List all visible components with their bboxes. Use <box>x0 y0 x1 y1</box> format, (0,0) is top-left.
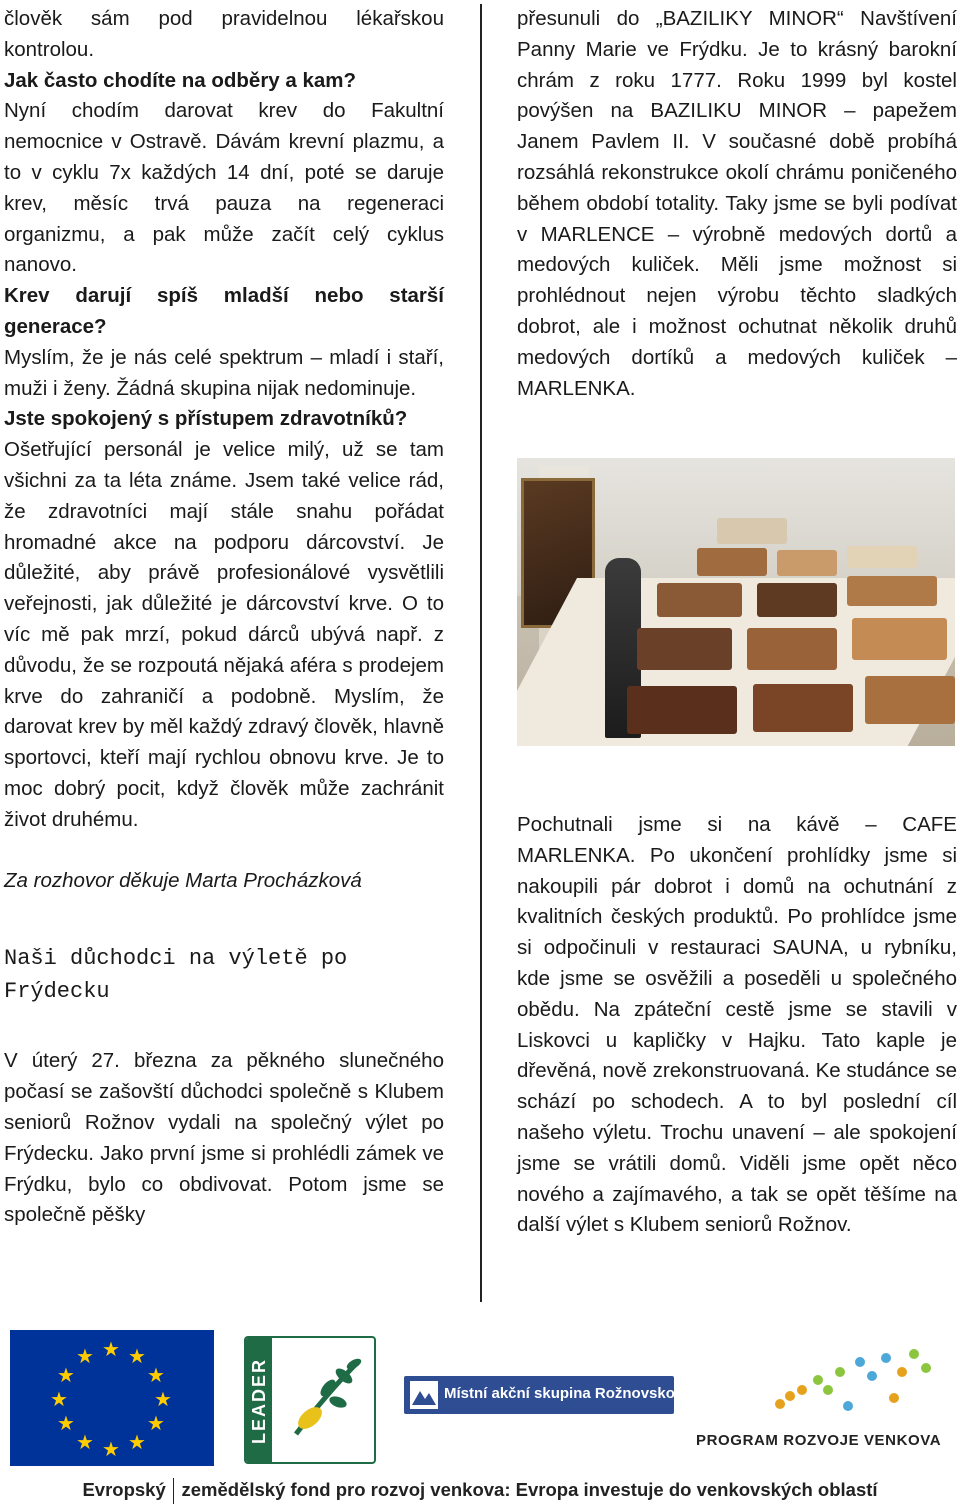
mas-logo-text: Místní akční skupina Rožnovsko <box>444 1385 675 1402</box>
program-rozvoje-venkova-logo <box>690 1332 946 1462</box>
footer-text-part1: Evropský <box>82 1478 166 1500</box>
cake-tray <box>753 684 853 732</box>
cake-tray <box>717 518 787 544</box>
left-column <box>4 0 444 1231</box>
cake-tray <box>847 546 917 568</box>
cake-tray <box>757 583 837 617</box>
footer-text-part2: zemědělský fond pro rozvoj venkova: Evropa investuje do venkovských oblastí <box>181 1478 878 1500</box>
leader-logo-text: LEADER <box>249 1357 269 1444</box>
honey-cakes-photo <box>517 458 955 746</box>
sprouts-icon <box>690 1332 946 1432</box>
question-satisfaction: Jste spokojený s přístupem zdravotníků? <box>4 407 408 431</box>
leaf-icon <box>288 1352 368 1442</box>
cake-tray <box>747 628 837 670</box>
cake-tray <box>847 576 937 606</box>
prv-logo-text: PROGRAM ROZVOJE VENKOVA <box>696 1432 942 1449</box>
question-generation: Krev darují spíš mladší nebo starší generace? <box>4 284 444 338</box>
mountain-icon <box>410 1381 438 1409</box>
basilica-paragraph: přesunuli do „BAZILIKY MINOR“ Navštívení Panny Marie ve Frýdku. Je to krásný barokní chrám z roku 1777. Roku 1999 byl kostel povýšen na BAZILIKU MINOR – papežem Janem Pavlem II. V současné době probíhá rozsáhlá rekonstrukce okolí chrámu poničeného během období totality. Taky jsme se byli podívat v MARLENCE – výrobně medových dortů a medových kuliček. Měli jsme možnost si prohlédnout nejen výrobu těchto sladkých dobrot, ale i možnost ochutnat několik druhů medových dortíků a medových kuliček – MARLENKA. <box>517 7 957 400</box>
eu-flag-icon: ★ ★ ★ ★ ★ ★ ★ ★ ★ ★ ★ ★ <box>10 1330 214 1466</box>
right-column-lower <box>517 810 957 1241</box>
cafe-paragraph: Pochutnali jsme si na kávě – CAFE MARLENKA. Po ukončení prohlídky jsme si nakoupili pár dobrot i domů na ochutnání z kvalitních českých produktů. Po prohlídce jsme si odpočinuli v restauraci SAUNA, u rybníku, kde jsme se osvěžili a poseděli u společného obědu. Na zpáteční cestě jsme se stavili v Liskovci u kapličky v Hajku. Tato kaple je dřevěná, nově zrekonstruovaná. Ke studánce se schází po schodech. A to byl poslední cíl našeho výletu. Trochu unavení – ale spokojení jsme se vrátili domů. Viděli jsme opět něco nového a zajímavého, a tak se opět těšíme na další výlet s Klubem seniorů Rožnov. <box>517 813 957 1237</box>
cake-tray <box>852 618 947 660</box>
footer-text <box>0 1478 960 1504</box>
footer-separator <box>173 1478 175 1504</box>
column-divider <box>480 4 482 1302</box>
cake-tray <box>865 676 955 724</box>
mas-rožnovsko-logo <box>404 1376 674 1414</box>
intro-paragraph: člověk sám pod pravidelnou lékařskou kontrolou. <box>4 7 444 61</box>
footer <box>0 1478 960 1504</box>
article-heading: Naši důchodci na výletě po Frýdecku <box>4 946 348 1005</box>
cake-tray <box>697 548 767 576</box>
sponsor-logos <box>0 1326 960 1476</box>
answer-how-often: Nyní chodím darovat krev do Fakultní nemocnice v Ostravě. Dávám krevní plazmu, a to v cyklu 7x každých 14 dní, poté se daruje krev, měsíc trvá pauza na regeneraci organizmu, a pak může začít celý cyklus nanovo. <box>4 99 444 277</box>
cake-tray <box>657 583 742 617</box>
leader-logo <box>244 1336 376 1464</box>
trip-paragraph: V úterý 27. března za pěkného slunečného počasí se zašovští důchodci společně s Klubem seniorů Rožnov vydali na společný výlet po Frýdecku. Jako první jsme si prohlédli zámek ve Frýdku, bylo co obdivovat. Potom jsme se společně pěšky <box>4 1049 444 1227</box>
cake-tray <box>777 550 837 576</box>
question-how-often: Jak často chodíte na odběry a kam? <box>4 68 357 92</box>
cake-tray <box>627 686 737 734</box>
cake-tray <box>637 628 732 670</box>
interview-credit: Za rozhovor děkuje Marta Procházková <box>4 868 362 892</box>
answer-generation: Myslím, že je nás celé spektrum – mladí i staří, muži i ženy. Žádná skupina nijak nedominuje. <box>4 345 444 400</box>
answer-satisfaction: Ošetřující personál je velice milý, už se tam všichni za ta léta známe. Jsem také velice rád, že zdravotníci mají stále snahu pořádat hromadné akce na podporu dárcovství. Je důležité, aby právě profesionálové vysvětlili veřejnosti, jak důležité je dárcovství krve. O to víc mě pak mrzí, pokud dárců ubývá např. z důvodu, že se rozpoutá nějaká aféra s prodejem krve do zahraničí a podobně. Myslím, že darovat krev by měl každý zdravý člověk, hlavně sportovci, kteří mají rychlou obnovu krve. Je to moc dobrý pocit, když člověk může zachránit život druhému. <box>4 438 444 831</box>
right-column <box>517 0 957 404</box>
